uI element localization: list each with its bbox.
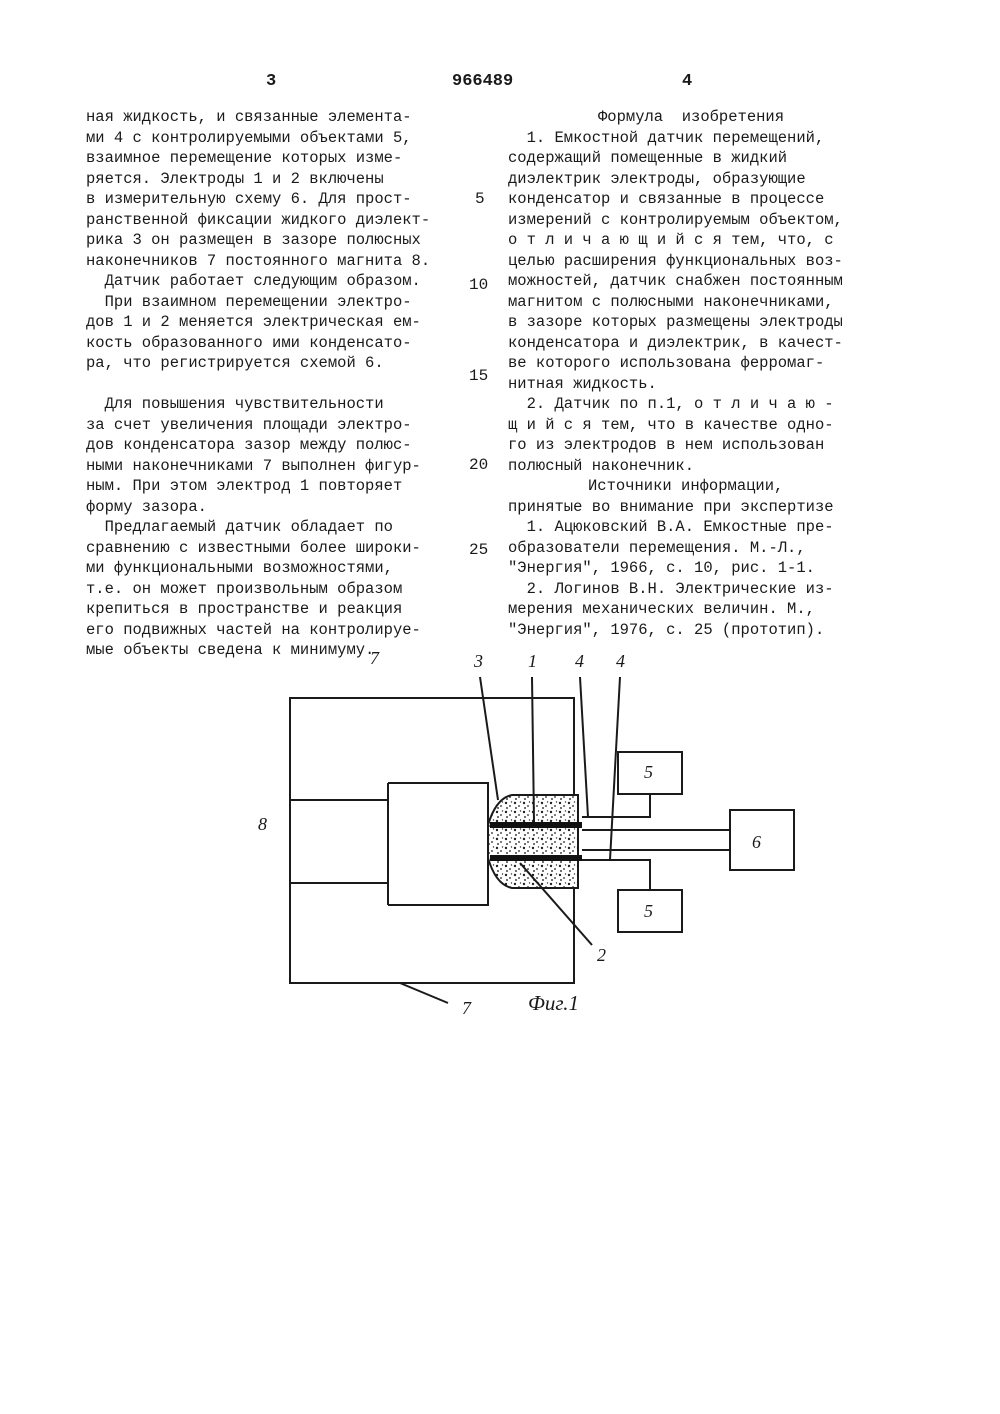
- label-7-bottom: 7: [462, 998, 471, 1018]
- label-3: 3: [474, 651, 483, 671]
- claim-text-line: ве которого использована ферромаг-: [508, 354, 825, 372]
- sources-title: Источники информации,: [588, 477, 784, 495]
- line-number-20: 20: [469, 456, 489, 474]
- claim-text-line: можностей, датчик снабжен постоянным: [508, 272, 843, 290]
- left-text-line: взаимное перемещение которых изме-: [86, 149, 403, 167]
- left-text-line: наконечников 7 постоянного магнита 8.: [86, 251, 431, 270]
- source-text-line: "Энергия", 1976, с. 25 (прототип).: [508, 620, 825, 639]
- source-text-line: 1. Ацюковский В.А. Емкостные пре-: [508, 518, 834, 536]
- left-text-line: дов 1 и 2 меняется электрическая ем-: [86, 313, 421, 331]
- label-1: 1: [528, 651, 537, 671]
- claim-text-line: щ и й с я тем, что в качестве одно-: [508, 415, 834, 434]
- left-text-line: рика 3 он размещен в зазоре полюсных: [86, 231, 421, 249]
- claim-text-line: полюсный наконечник.: [508, 456, 695, 475]
- label-6: 6: [752, 832, 761, 852]
- label-5-bottom: 5: [644, 901, 653, 921]
- connector-4-top: [582, 793, 650, 817]
- left-text-line: за счет увеличения площади электро-: [86, 415, 412, 434]
- page-number-left: 3: [266, 72, 277, 91]
- left-text-line: ми 4 с контролируемыми объектами 5,: [86, 128, 412, 147]
- line-number-25: 25: [469, 541, 489, 559]
- left-text-line: дов конденсатора зазор между полюс-: [86, 436, 412, 454]
- line-number-15: 15: [469, 367, 489, 385]
- left-text-line: мые объекты сведена к минимуму.: [86, 641, 375, 659]
- left-text-line: Для повышения чувствительности: [86, 395, 384, 413]
- figure-caption: Фиг.1: [528, 991, 580, 1015]
- claim-text-line: в зазоре которых размещены электроды: [508, 313, 843, 331]
- left-text-line: Предлагаемый датчик обладает по: [86, 518, 393, 536]
- claim-text-line: диэлектрик электроды, образующие: [508, 169, 806, 188]
- electrode-1: [490, 822, 582, 828]
- sources-subtitle: принятые во внимание при экспертизе: [508, 497, 834, 516]
- label-4a: 4: [575, 651, 584, 671]
- label-5-top: 5: [644, 762, 653, 782]
- claim-text-line: конденсатора и диэлектрик, в качест-: [508, 333, 843, 352]
- inner-pole-block: [388, 783, 488, 905]
- left-text-line: кость образованного ими конденсато-: [86, 333, 412, 352]
- left-text-line: ная жидкость, и связанные элемента-: [86, 108, 412, 126]
- left-text-line: ранственной фиксации жидкого диэлект-: [86, 210, 431, 229]
- label-4b: 4: [616, 651, 625, 671]
- left-text-line: в измерительную схему 6. Для прост-: [86, 190, 412, 208]
- label-2: 2: [597, 945, 606, 965]
- left-text-line: При взаимном перемещении электро-: [86, 292, 412, 311]
- line-number-5: 5: [475, 190, 485, 208]
- claim-text-line: конденсатор и связанные в процессе: [508, 190, 825, 208]
- source-text-line: "Энергия", 1966, с. 10, рис. 1-1.: [508, 559, 815, 577]
- left-text-line: ным. При этом электрод 1 повторяет: [86, 477, 403, 495]
- claim-text-line: 1. Емкостной датчик перемещений,: [508, 128, 825, 147]
- claim-text-line: о т л и ч а ю щ и й с я тем, что, с: [508, 231, 834, 249]
- source-text-line: мерения механических величин. М.,: [508, 600, 815, 618]
- left-text-line: форму зазора.: [86, 497, 207, 516]
- measuring-circuit-6: [730, 810, 794, 870]
- left-text-line: ряется. Электроды 1 и 2 включены: [86, 169, 384, 188]
- claim-text-line: нитная жидкость.: [508, 374, 657, 393]
- label-7-top: 7: [370, 648, 379, 668]
- left-text-line: Датчик работает следующим образом.: [86, 272, 421, 290]
- label-8: 8: [258, 814, 267, 834]
- claim-text-line: 2. Датчик по п.1, о т л и ч а ю -: [508, 395, 834, 413]
- claim-text-line: магнитом с полюсными наконечниками,: [508, 292, 834, 311]
- line-number-10: 10: [469, 276, 489, 294]
- permanent-magnet-8: [290, 800, 388, 883]
- source-text-line: 2. Логинов В.Н. Электрические из-: [508, 579, 834, 598]
- claims-title: Формула изобретения: [598, 108, 785, 126]
- electrode-2: [490, 855, 582, 861]
- left-text-line: ра, что регистрируется схемой 6.: [86, 354, 384, 372]
- left-text-line: ными наконечниками 7 выполнен фигур-: [86, 456, 421, 475]
- connector-4-bottom: [582, 860, 650, 890]
- left-text-line: т.е. он может произвольным образом: [86, 579, 403, 598]
- left-text-line: ми функциональными возможностями,: [86, 559, 393, 577]
- patent-number: 966489: [452, 72, 514, 91]
- claim-text-line: измерений с контролируемым объектом,: [508, 210, 843, 229]
- claim-text-line: целью расширения функциональных воз-: [508, 251, 843, 270]
- left-text-line: его подвижных частей на контролируе-: [86, 620, 421, 639]
- claim-text-line: содержащий помещенные в жидкий: [508, 149, 788, 167]
- source-text-line: образователи перемещения. М.-Л.,: [508, 538, 806, 557]
- page-number-right: 4: [682, 72, 693, 91]
- claim-text-line: го из электродов в нем использован: [508, 436, 825, 454]
- left-text-line: крепиться в пространстве и реакция: [86, 600, 403, 618]
- left-text-line: сравнению с известными более широки-: [86, 538, 421, 557]
